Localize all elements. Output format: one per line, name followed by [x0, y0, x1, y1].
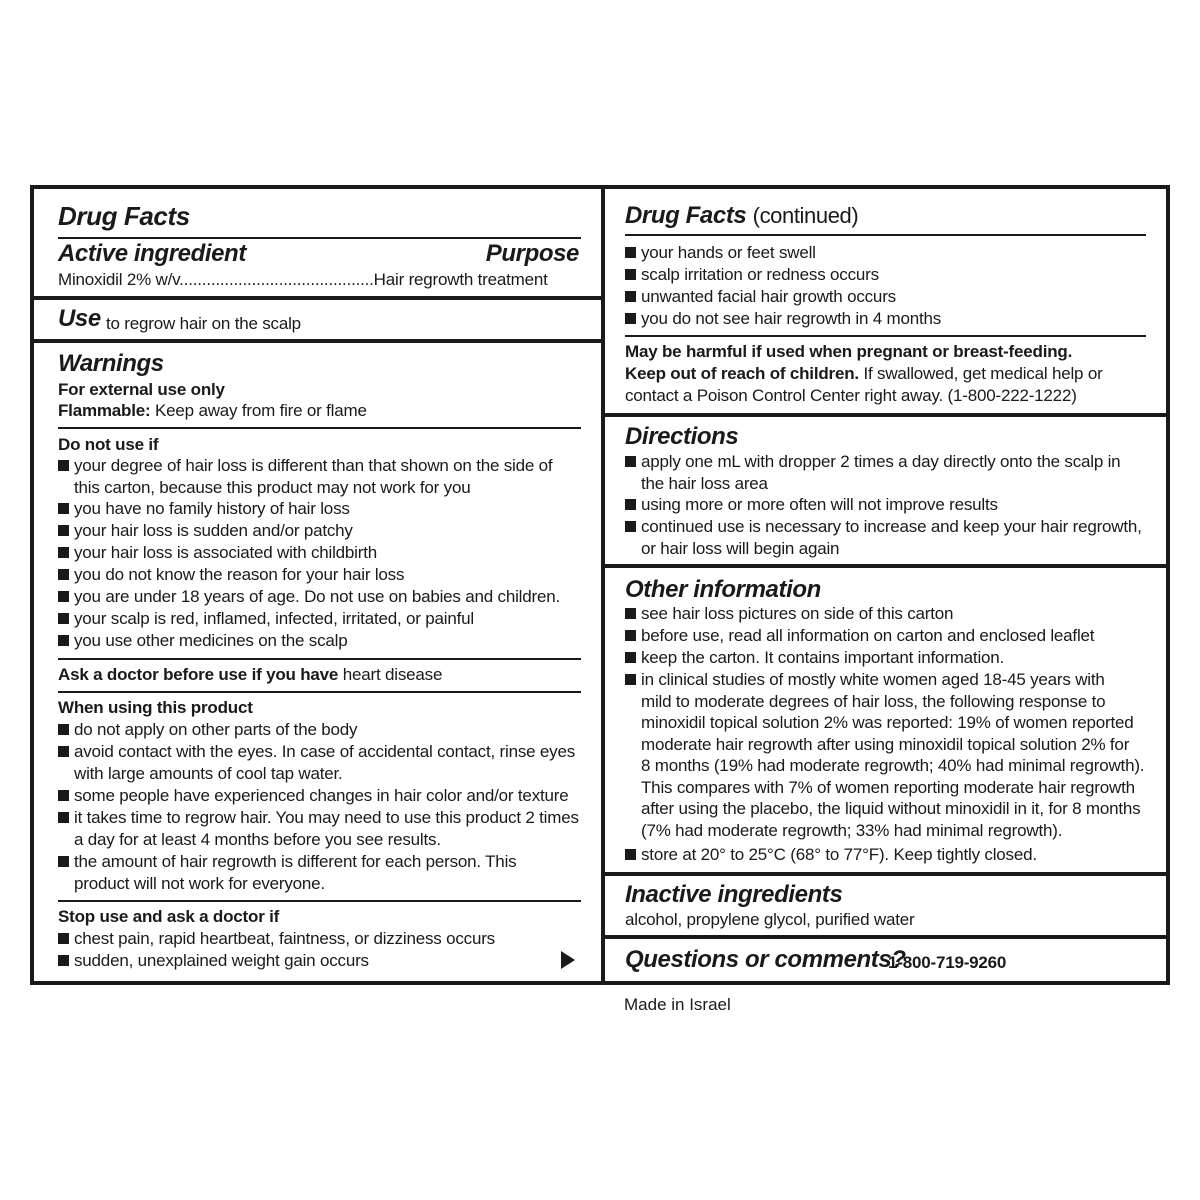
- inactive-ingredients-heading: Inactive ingredients: [625, 881, 843, 908]
- pregnancy-warning: May be harmful if used when pregnant or breast-feeding.: [625, 342, 1073, 361]
- list-item: do not apply on other parts of the body: [58, 719, 591, 741]
- list-item: some people have experienced changes in hair color and/or texture: [58, 785, 591, 807]
- bullet-square-icon: [625, 674, 636, 685]
- bullet-square-icon: [58, 613, 69, 624]
- list-item: keep the carton. It contains important information.: [625, 647, 1156, 669]
- bullet-square-icon: [625, 521, 636, 532]
- subsection-rule: [58, 658, 581, 660]
- bullet-square-icon: [58, 724, 69, 735]
- section-divider: [34, 339, 601, 343]
- inactive-ingredients-text: alcohol, propylene glycol, purified water: [625, 910, 915, 929]
- list-item: unwanted facial hair growth occurs: [625, 286, 1156, 308]
- bullet-square-icon: [58, 812, 69, 823]
- other-information-heading: Other information: [625, 576, 821, 603]
- poison-control-line: contact a Poison Control Center right away. (1-800-222-1222): [625, 386, 1077, 405]
- ask-doctor-label: Ask a doctor before use if you have: [58, 665, 339, 684]
- list-item: your hands or feet swell: [625, 242, 1156, 264]
- bullet-square-icon: [58, 503, 69, 514]
- list-item: continued use is necessary to increase and keep your hair regrowth, or hair loss will begin again: [625, 516, 1156, 559]
- list-item: you do not know the reason for your hair loss: [58, 564, 591, 586]
- bullet-square-icon: [625, 291, 636, 302]
- drug-facts-title: Drug Facts: [58, 201, 190, 231]
- do-not-use-heading: Do not use if: [58, 435, 159, 454]
- list-item: scalp irritation or redness occurs: [625, 264, 1156, 286]
- bullet-square-icon: [58, 856, 69, 867]
- subsection-rule: [58, 900, 581, 902]
- title-rule: [58, 237, 581, 239]
- list-item: apply one mL with dropper 2 times a day directly onto the scalp in the hair loss area: [625, 451, 1156, 494]
- list-item: you have no family history of hair loss: [58, 498, 591, 520]
- list-item: chest pain, rapid heartbeat, faintness, or dizziness occurs: [58, 928, 591, 950]
- bullet-square-icon: [625, 313, 636, 324]
- flammable-text: Keep away from fire or flame: [155, 401, 367, 420]
- ask-doctor-line: [58, 664, 442, 685]
- bullet-square-icon: [58, 547, 69, 558]
- bullet-square-icon: [625, 247, 636, 258]
- bullet-square-icon: [58, 933, 69, 944]
- list-item: avoid contact with the eyes. In case of accidental contact, rinse eyes with large amounts of cool tap water.: [58, 741, 591, 784]
- subsection-rule: [625, 335, 1146, 337]
- children-warning-line: Keep out of reach of children. If swallowed, get medical help or: [625, 364, 1103, 383]
- ingredient-line: Minoxidil 2% w/v...........................................Hair regrowth treatment: [58, 270, 548, 289]
- bullet-square-icon: [625, 652, 636, 663]
- purpose-heading: Purpose: [485, 240, 579, 267]
- warnings-heading: Warnings: [58, 350, 164, 377]
- list-item: you are under 18 years of age. Do not use on babies and children.: [58, 586, 591, 608]
- when-using-heading: When using this product: [58, 698, 253, 717]
- list-item: before use, read all information on carton and enclosed leaflet: [625, 625, 1156, 647]
- continued-label: (continued): [752, 203, 859, 228]
- right-column: [605, 189, 1166, 981]
- bullet-square-icon: [625, 456, 636, 467]
- left-column: [34, 189, 605, 981]
- list-item: your hair loss is associated with childbirth: [58, 542, 591, 564]
- list-item: the amount of hair regrowth is different for each person. This product will not work for everyone.: [58, 851, 591, 894]
- bullet-square-icon: [625, 499, 636, 510]
- bullet-square-icon: [625, 269, 636, 280]
- list-item: you use other medicines on the scalp: [58, 630, 591, 652]
- subsection-rule: [58, 427, 581, 429]
- bullet-square-icon: [58, 525, 69, 536]
- subsection-rule: [58, 691, 581, 693]
- list-item: in clinical studies of mostly white women aged 18-45 years with mild to moderate degrees of hair loss, the following response to minoxidil topical solution 2% was reported: 19% of women reported moderate hair regrowth after using minoxidil topical solution 2% for 8 months (19% had moderate regrowth; 40% had minimal regrowth). This compares with 7% of women reporting moderate hair regrowth after using the placebo, the liquid without minoxidil in it, for 8 months (7% had moderate regrowth; 33% had minimal regrowth).: [625, 669, 1156, 841]
- section-divider: [605, 935, 1166, 939]
- bullet-square-icon: [58, 746, 69, 757]
- bullet-square-icon: [58, 591, 69, 602]
- made-in-text: Made in Israel: [624, 995, 731, 1014]
- flammable-label: Flammable:: [58, 401, 151, 420]
- list-item: store at 20° to 25°C (68° to 77°F). Keep tightly closed.: [625, 844, 1156, 866]
- bullet-square-icon: [58, 460, 69, 471]
- bullet-square-icon: [58, 569, 69, 580]
- use-heading: Use: [58, 305, 101, 332]
- section-divider: [605, 564, 1166, 568]
- questions-heading: Questions or comments?: [625, 946, 906, 973]
- section-divider: [34, 296, 601, 300]
- children-warning-label: Keep out of reach of children.: [625, 364, 859, 383]
- bullet-square-icon: [58, 790, 69, 801]
- list-item: your degree of hair loss is different than that shown on the side of this carton, because this product may not work for you: [58, 455, 591, 498]
- title-rule: [625, 234, 1146, 236]
- list-item: your scalp is red, inflamed, infected, irritated, or painful: [58, 608, 591, 630]
- bullet-square-icon: [625, 630, 636, 641]
- ask-doctor-text: heart disease: [342, 665, 443, 684]
- external-use-text: For external use only: [58, 380, 225, 399]
- list-item: you do not see hair regrowth in 4 months: [625, 308, 1156, 330]
- section-divider: [605, 872, 1166, 876]
- stop-use-heading: Stop use and ask a doctor if: [58, 907, 280, 926]
- list-item: using more or more often will not improve results: [625, 494, 1156, 516]
- drug-facts-panel: [30, 185, 1170, 985]
- list-item: your hair loss is sudden and/or patchy: [58, 520, 591, 542]
- bullet-square-icon: [625, 849, 636, 860]
- use-text: to regrow hair on the scalp: [106, 314, 301, 333]
- active-ingredient-heading: Active ingredient: [58, 240, 246, 267]
- section-divider: [605, 413, 1166, 417]
- bullet-square-icon: [625, 608, 636, 619]
- drug-facts-continued-title: Drug Facts (continued): [625, 202, 859, 229]
- bullet-square-icon: [58, 635, 69, 646]
- questions-phone: 1-800-719-9260: [888, 953, 1007, 972]
- list-item: see hair loss pictures on side of this carton: [625, 603, 1156, 625]
- list-item: sudden, unexplained weight gain occurs: [58, 950, 591, 972]
- continue-arrow-icon: [561, 951, 575, 969]
- directions-heading: Directions: [625, 423, 739, 450]
- list-item: it takes time to regrow hair. You may need to use this product 2 times a day for at least 4 months before you see results.: [58, 807, 591, 850]
- bullet-square-icon: [58, 955, 69, 966]
- flammable-line: [58, 400, 367, 421]
